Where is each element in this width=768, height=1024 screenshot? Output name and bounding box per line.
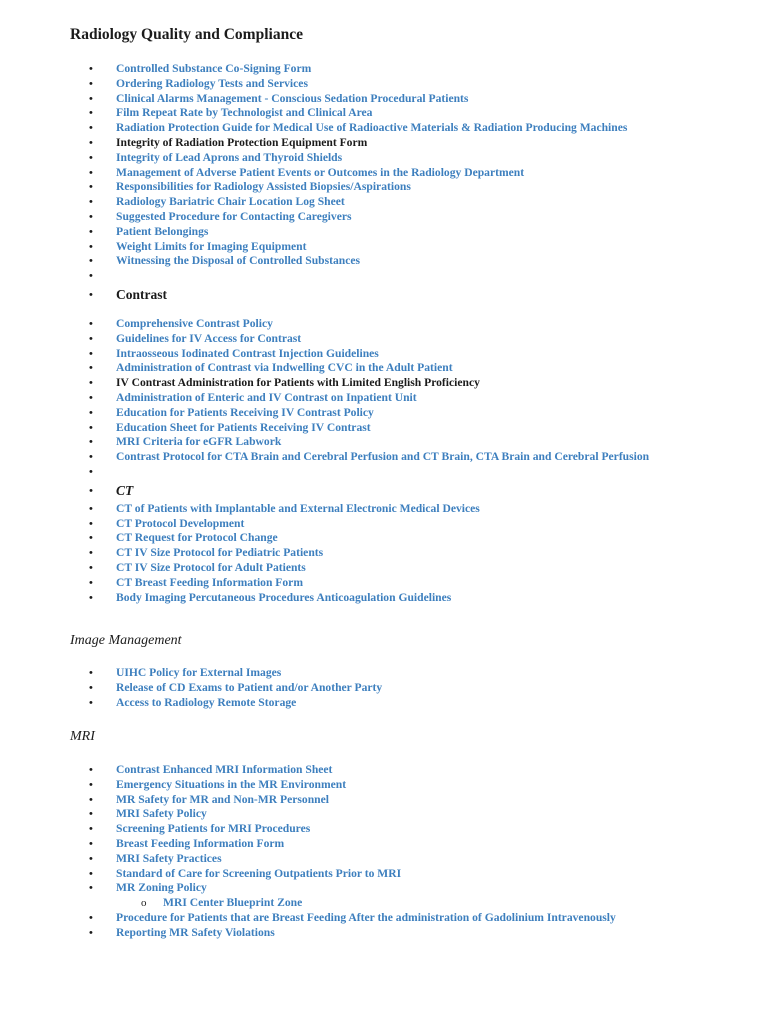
bullet-icon: • (89, 926, 93, 939)
list-item[interactable] (0, 151, 676, 166)
list-item[interactable] (0, 180, 676, 195)
doc-link[interactable]: Management of Adverse Patient Events or Outcomes in the Radiology Department (116, 165, 525, 179)
list-item[interactable] (0, 106, 676, 121)
doc-link[interactable]: Guidelines for IV Access for Contrast (116, 331, 302, 345)
bullet-icon: • (89, 532, 93, 545)
list-item[interactable] (0, 591, 676, 606)
doc-link[interactable]: Contrast Protocol for CTA Brain and Cerebral Perfusion and CT Brain, CTA Brain and Cerebral Perfusion (116, 450, 650, 464)
list-item[interactable] (0, 195, 676, 210)
list-item[interactable] (0, 254, 676, 269)
empty-list-item (0, 269, 676, 284)
bullet-icon: • (89, 196, 93, 209)
bullet-icon: • (89, 240, 93, 253)
bullet-icon: • (89, 151, 93, 164)
doc-link[interactable]: Breast Feeding Information Form (116, 836, 285, 850)
list-item[interactable] (0, 450, 676, 465)
bullet-icon: • (89, 107, 93, 120)
sub-list-item[interactable] (0, 896, 723, 911)
list-item[interactable] (0, 406, 676, 421)
doc-link[interactable]: Procedure for Patients that are Breast Feeding After the administration of Gadolinium Intravenously (116, 910, 616, 924)
bullet-icon: • (89, 808, 93, 821)
bullet-icon: • (89, 764, 93, 776)
list-item[interactable] (0, 62, 676, 77)
doc-link[interactable]: Body Imaging Percutaneous Procedures Anticoagulation Guidelines (116, 590, 452, 604)
bullet-icon: • (89, 667, 93, 679)
doc-link[interactable]: Radiology Bariatric Chair Location Log Sheet (116, 195, 345, 209)
bullet-icon: • (89, 347, 93, 360)
doc-link[interactable]: MRI Criteria for eGFR Labwork (116, 435, 282, 449)
bullet-icon: • (89, 778, 93, 791)
doc-link[interactable]: MR Zoning Policy (116, 881, 207, 895)
list-item[interactable] (0, 926, 676, 941)
quality-list (0, 62, 676, 306)
doc-link[interactable]: Controlled Substance Co-Signing Form (116, 62, 312, 75)
list-item[interactable] (0, 225, 676, 240)
bullet-icon: • (89, 136, 93, 149)
list-item[interactable] (0, 763, 676, 778)
list-item[interactable] (0, 210, 676, 225)
bullet-icon: • (89, 911, 93, 924)
list-item[interactable] (0, 576, 676, 591)
doc-link[interactable]: Screening Patients for MRI Procedures (116, 822, 311, 836)
list-item[interactable] (0, 361, 676, 376)
doc-link[interactable]: Administration of Contrast via Indwelling CVC in the Adult Patient (116, 361, 453, 375)
bullet-icon: • (89, 852, 93, 865)
mri-list (0, 763, 723, 941)
list-item[interactable] (0, 807, 676, 822)
section-heading-image-management: Image Management (70, 633, 182, 648)
doc-link[interactable]: MR Safety for MR and Non-MR Personnel (116, 792, 329, 806)
list-item[interactable] (0, 391, 676, 406)
doc-link[interactable]: Reporting MR Safety Violations (116, 925, 275, 939)
bullet-icon: • (89, 77, 93, 90)
doc-link[interactable]: Patient Belongings (116, 224, 209, 238)
list-item[interactable] (0, 852, 676, 867)
bullet-icon: • (89, 547, 93, 560)
bullet-icon: • (89, 436, 93, 449)
list-item[interactable] (0, 561, 676, 576)
list-item[interactable] (0, 837, 676, 852)
section-heading-ct (0, 480, 676, 502)
bullet-icon: • (89, 696, 93, 709)
bullet-icon: • (89, 63, 93, 75)
list-item[interactable] (0, 240, 676, 255)
image-management-list (0, 666, 676, 710)
bullet-icon: • (89, 465, 93, 478)
doc-link[interactable]: CT IV Size Protocol for Adult Patients (116, 560, 306, 574)
doc-link[interactable]: CT Breast Feeding Information Form (116, 575, 303, 589)
list-item[interactable] (0, 696, 676, 711)
bullet-icon: • (89, 561, 93, 574)
doc-link[interactable]: Clinical Alarms Management - Conscious Sedation Procedural Patients (116, 91, 469, 105)
section-heading-mri: MRI (70, 729, 95, 744)
bullet-icon: • (89, 122, 93, 135)
bullet-icon: • (89, 681, 93, 694)
sub-bullet-icon: o (141, 897, 147, 910)
list-item[interactable] (0, 77, 676, 92)
list-item (0, 136, 676, 151)
doc-link[interactable]: UIHC Policy for External Images (116, 666, 282, 679)
doc-link[interactable]: MRI Safety Practices (116, 851, 222, 865)
doc-link[interactable]: Suggested Procedure for Contacting Caregivers (116, 209, 352, 223)
doc-link[interactable]: CT of Patients with Implantable and External Electronic Medical Devices (116, 501, 480, 515)
list-item[interactable] (0, 517, 676, 532)
doc-link[interactable]: Ordering Radiology Tests and Services (116, 76, 308, 90)
list-item[interactable] (0, 793, 676, 808)
list-item[interactable] (0, 822, 676, 837)
doc-link[interactable]: MRI Center Blueprint Zone (163, 896, 303, 910)
doc-link[interactable]: Weight Limits for Imaging Equipment (116, 239, 307, 253)
section-heading-text: Contrast (116, 286, 167, 302)
doc-link[interactable]: Comprehensive Contrast Policy (116, 317, 273, 330)
bullet-icon: • (89, 318, 93, 330)
list-item[interactable] (0, 881, 676, 896)
section-heading-text: CT (116, 482, 134, 498)
list-item[interactable] (0, 867, 676, 882)
doc-link[interactable]: MRI Safety Policy (116, 807, 207, 821)
list-item[interactable] (0, 681, 676, 696)
bullet-icon: • (89, 288, 93, 301)
bullet-icon: • (89, 406, 93, 419)
list-item[interactable] (0, 435, 676, 450)
bullet-icon: • (89, 181, 93, 194)
bullet-icon: • (89, 502, 93, 515)
bullet-icon: • (89, 591, 93, 604)
bullet-icon: • (89, 517, 93, 530)
bullet-icon: • (89, 823, 93, 836)
doc-link[interactable]: Radiation Protection Guide for Medical Use of Radioactive Materials & Radiation Producing Machines (116, 121, 628, 135)
doc-link[interactable]: Education Sheet for Patients Receiving IV Contrast (116, 420, 371, 434)
bullet-icon: • (89, 576, 93, 589)
doc-link[interactable]: Release of CD Exams to Patient and/or Another Party (116, 680, 383, 694)
page-title: Radiology Quality and Compliance (70, 26, 303, 43)
bullet-icon: • (89, 391, 93, 404)
list-item[interactable] (0, 531, 676, 546)
bullet-icon: • (89, 377, 93, 390)
bullet-icon: • (89, 793, 93, 806)
list-item[interactable] (0, 911, 676, 926)
list-item[interactable] (0, 121, 676, 136)
doc-link[interactable]: Contrast Enhanced MRI Information Sheet (116, 763, 333, 776)
bullet-icon: • (89, 92, 93, 105)
empty-list-item (0, 465, 676, 480)
bullet-icon: • (89, 255, 93, 268)
doc-link[interactable]: Education for Patients Receiving IV Contrast Policy (116, 405, 374, 419)
doc-link[interactable]: Emergency Situations in the MR Environment (116, 777, 347, 791)
doc-link[interactable]: CT Request for Protocol Change (116, 531, 278, 545)
bullet-icon: • (89, 332, 93, 345)
bullet-icon: • (89, 882, 93, 895)
contrast-list (0, 317, 676, 605)
doc-link[interactable]: Responsibilities for Radiology Assisted Biopsies/Aspirations (116, 180, 411, 194)
bullet-icon: • (89, 362, 93, 375)
doc-link[interactable]: Administration of Enteric and IV Contrast on Inpatient Unit (116, 390, 417, 404)
bullet-icon: • (89, 421, 93, 434)
doc-link[interactable]: CT Protocol Development (116, 516, 245, 530)
doc-link[interactable]: CT IV Size Protocol for Pediatric Patients (116, 546, 324, 560)
doc-link[interactable]: Access to Radiology Remote Storage (116, 695, 297, 709)
list-item[interactable] (0, 421, 676, 436)
bullet-icon: • (89, 225, 93, 238)
bullet-icon: • (89, 451, 93, 464)
doc-link[interactable]: Integrity of Lead Aprons and Thyroid Shields (116, 150, 343, 164)
bullet-icon: • (89, 837, 93, 850)
section-heading-contrast (0, 284, 676, 306)
list-item[interactable] (0, 778, 676, 793)
bullet-icon: • (89, 166, 93, 179)
doc-link[interactable]: Standard of Care for Screening Outpatients Prior to MRI (116, 866, 402, 880)
bullet-icon: • (89, 270, 93, 283)
bullet-icon: • (89, 484, 93, 497)
doc-link[interactable]: Intraosseous Iodinated Contrast Injection Guidelines (116, 346, 379, 360)
list-item[interactable] (0, 92, 676, 107)
doc-link[interactable]: Film Repeat Rate by Technologist and Clinical Area (116, 106, 373, 120)
list-item[interactable] (0, 166, 676, 181)
list-item[interactable] (0, 347, 676, 362)
list-item[interactable] (0, 502, 676, 517)
list-item[interactable] (0, 666, 676, 681)
doc-text: Integrity of Radiation Protection Equipment Form (116, 135, 368, 149)
list-item (0, 376, 676, 391)
doc-text: IV Contrast Administration for Patients with Limited English Proficiency (116, 376, 480, 390)
list-item[interactable] (0, 317, 676, 332)
list-item[interactable] (0, 332, 676, 347)
bullet-icon: • (89, 210, 93, 223)
list-item[interactable] (0, 546, 676, 561)
doc-link[interactable]: Witnessing the Disposal of Controlled Substances (116, 254, 361, 268)
bullet-icon: • (89, 867, 93, 880)
